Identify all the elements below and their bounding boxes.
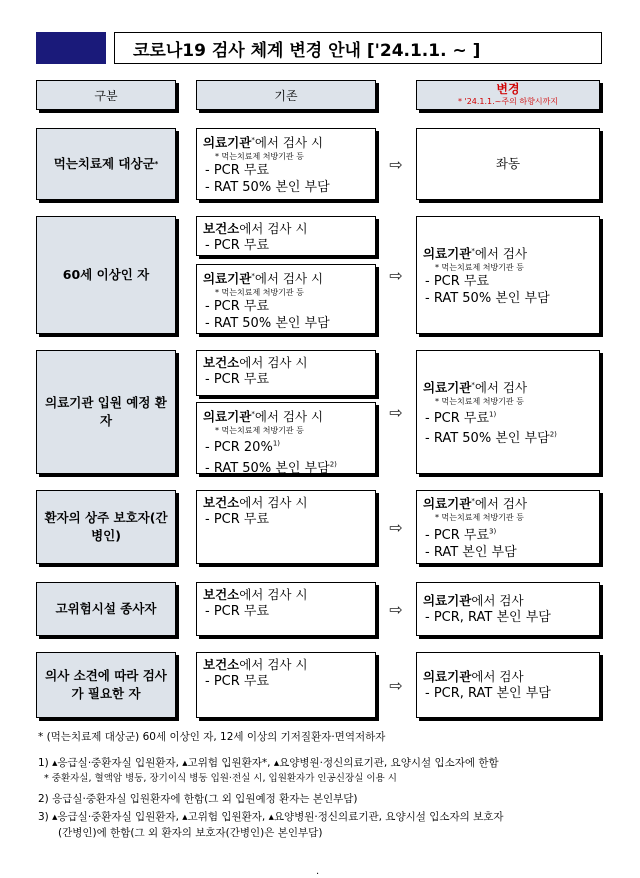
header-existing — [196, 80, 376, 110]
changed-cell — [416, 128, 600, 200]
changed-lead: 의료기관에서 검사 — [423, 593, 524, 608]
changed-line: - PCR, RAT 본인 부담 — [425, 686, 551, 701]
existing-institution: 의료기관 — [203, 409, 252, 425]
existing-cell — [196, 350, 376, 396]
changed-line: - PCR 무료$^{3)}$ — [425, 527, 497, 543]
existing-institution: 보건소 — [203, 495, 240, 510]
row-category: 60세 이상인 자 — [36, 216, 176, 334]
header-category-label: 구분 — [94, 88, 118, 103]
existing-institution: 보건소 — [203, 657, 240, 672]
arrow-icon: ⇨ — [389, 265, 403, 285]
row-category: 고위험시설 종사자 — [36, 582, 176, 636]
row-category: 의료기관 입원 예정 환자 — [36, 350, 176, 474]
changed-line: - PCR, RAT 본인 부담 — [425, 610, 551, 625]
changed-line: - RAT 50% 본인 부담$^{2)}$ — [425, 431, 557, 447]
footnote-2: 2) 응급실·중환자실 입원환자에 한함(그 외 입원예정 환자는 본인부담) — [38, 793, 358, 805]
existing-note: * 먹는치료제 처방기관 등 — [215, 288, 304, 298]
existing-cell — [196, 128, 376, 200]
changed-cell — [416, 350, 600, 474]
changed-lead: 의료기관*에서 검사 — [423, 496, 528, 512]
existing-institution: 의료기관 — [203, 135, 252, 151]
changed-cell — [416, 216, 600, 334]
changed-cell — [416, 582, 600, 636]
existing-cell — [196, 490, 376, 564]
existing-cell — [196, 652, 376, 718]
existing-institution: 의료기관 — [203, 271, 252, 287]
existing-cell — [196, 582, 376, 636]
arrow-icon: ⇨ — [389, 154, 403, 174]
changed-line: - RAT 본인 부담 — [425, 544, 517, 560]
existing-lead: 의료기관*에서 검사 시 — [203, 409, 324, 425]
page-title-text: 코로나19 검사 체계 변경 안내 ['24.1.1. ~ ] — [133, 40, 481, 61]
changed-note: * 먹는치료제 처방기관 등 — [435, 263, 524, 273]
footnote-1: 1) ▴응급실·중환자실 입원환자, ▴고위험 입원환자*, ▴요양병원·정신의료기관, 요양시설 입소자에 한함 — [38, 757, 499, 769]
arrow-icon: ⇨ — [389, 517, 403, 537]
page-title — [114, 32, 602, 64]
existing-line: - PCR 20%$^{1)}$ — [205, 440, 280, 456]
page-mark: . — [316, 866, 320, 877]
changed-text: 좌동 — [495, 156, 521, 171]
arrow-icon: ⇨ — [389, 599, 403, 619]
existing-lead: 의료기관*에서 검사 시 — [203, 135, 324, 151]
existing-lead: 의료기관*에서 검사 시 — [203, 271, 324, 287]
changed-institution: 의료기관 — [423, 496, 472, 512]
arrow-icon: ⇨ — [389, 402, 403, 422]
changed-lead: 의료기관에서 검사 — [423, 669, 524, 684]
changed-note: * 먹는치료제 처방기관 등 — [435, 513, 524, 523]
existing-lead: 보건소에서 검사 시 — [203, 495, 308, 510]
existing-line: - RAT 50% 본인 부담$^{2)}$ — [205, 460, 337, 476]
existing-note: * 먹는치료제 처방기관 등 — [215, 426, 304, 436]
existing-cell — [196, 402, 376, 474]
header-existing-label: 기존 — [274, 88, 298, 103]
row-category: 먹는치료제 대상군 * — [36, 128, 176, 200]
existing-institution: 보건소 — [203, 355, 240, 370]
row-category: 환자의 상주 보호자(간병인) — [36, 490, 176, 564]
header-changed — [416, 80, 600, 110]
changed-institution: 의료기관 — [423, 379, 472, 395]
header-category — [36, 80, 176, 110]
existing-line: - PCR 무료 — [205, 372, 270, 387]
existing-note: * 먹는치료제 처방기관 등 — [215, 152, 304, 162]
existing-cell — [196, 216, 376, 256]
changed-cell — [416, 490, 600, 564]
existing-institution: 보건소 — [203, 221, 240, 236]
changed-institution: 의료기관 — [423, 669, 472, 684]
header-changed-note: * '24.1.1.~주의 하향시까지 — [457, 97, 559, 106]
footnote-star: * (먹는치료제 대상군) 60세 이상인 자, 12세 이상의 기저질환자·면역저하자 — [38, 731, 386, 743]
existing-lead: 보건소에서 검사 시 — [203, 657, 308, 672]
changed-note: * 먹는치료제 처방기관 등 — [435, 396, 524, 406]
arrow-icon: ⇨ — [389, 675, 403, 695]
title-marker — [36, 32, 106, 64]
changed-cell — [416, 652, 600, 718]
changed-line: - PCR 무료$^{1)}$ — [425, 410, 497, 427]
changed-institution: 의료기관 — [423, 593, 472, 608]
existing-line: - PCR 무료 — [205, 604, 270, 619]
existing-cell — [196, 264, 376, 334]
changed-lead: 의료기관*에서 검사 — [423, 246, 528, 262]
existing-line: - PCR 무료 — [205, 299, 270, 315]
header-changed-label: 변경 — [496, 82, 520, 96]
row-category: 의사 소견에 따라 검사가 필요한 자 — [36, 652, 176, 718]
changed-lead: 의료기관*에서 검사 — [423, 379, 528, 395]
changed-line: - PCR 무료 — [425, 274, 490, 290]
existing-line: - PCR 무료 — [205, 674, 270, 689]
existing-institution: 보건소 — [203, 587, 240, 602]
existing-line: - PCR 무료 — [205, 512, 270, 527]
footnote-3: 3) ▴응급실·중환자실 입원환자, ▴고위험 입원환자, ▴요양병원·정신의료기관, 요양시설 입소자의 보호자 — [38, 811, 504, 823]
existing-line: - PCR 무료 — [205, 238, 270, 253]
existing-line: - PCR 무료 — [205, 163, 270, 179]
existing-line: - RAT 50% 본인 부담 — [205, 316, 330, 332]
footnote-1-note: * 중환자실, 혈액암 병동, 장기이식 병동 입원·전실 시, 입원환자가 인공신장실 이용 시 — [44, 773, 397, 784]
existing-line: - RAT 50% 본인 부담 — [205, 180, 330, 196]
existing-lead: 보건소에서 검사 시 — [203, 355, 308, 370]
existing-lead: 보건소에서 검사 시 — [203, 221, 308, 236]
existing-lead: 보건소에서 검사 시 — [203, 587, 308, 602]
footnote-3-cont: (간병인)에 한함(그 외 환자의 보호자(간병인)은 본인부담) — [58, 827, 323, 839]
changed-line: - RAT 50% 본인 부담 — [425, 291, 550, 307]
changed-institution: 의료기관 — [423, 246, 472, 262]
